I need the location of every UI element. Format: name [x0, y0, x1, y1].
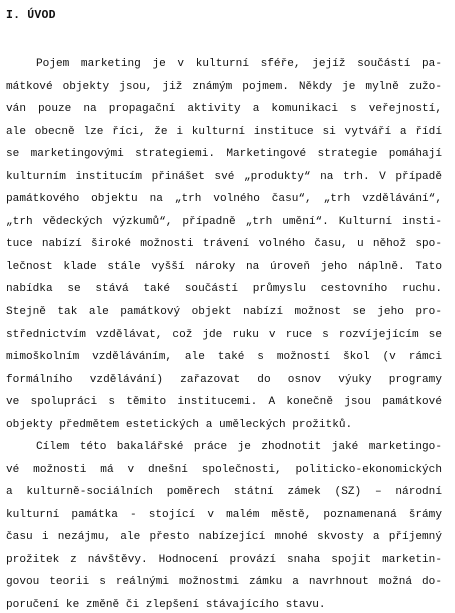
- paragraph-line: prožitek z návštěvy. Hodnocení provází snaha spojit marketin-: [6, 554, 442, 566]
- paragraph-line: lečnost klade stále vyšší nároky na úroveň jeho náplně. Tato: [6, 261, 442, 273]
- paragraph-line: ván pouze na propagační aktivity a komunikaci s veřejností,: [6, 103, 442, 115]
- paragraph-line: ale obecně lze říci, že i kulturní instituce si vytváří a řídí: [6, 126, 442, 138]
- paragraph-line: formálního vzdělávání) zařazovat do osnov výuky programy: [6, 374, 442, 386]
- paragraph-line: tuce nabízí široké možnosti trávení volného času, u něhož spo-: [6, 238, 442, 250]
- paragraph-line: nabídka se stává také součástí průmyslu cestovního ruchu.: [6, 283, 442, 295]
- paragraph-line: se marketingovými strategiemi. Marketingové strategie pomáhají: [6, 148, 442, 160]
- paragraph-line: ve spolupráci s těmito institucemi. A konečně jsou památkové: [6, 396, 442, 408]
- paragraph-line: času i nezájmu, ale přesto nabízející mnohé skvosty a příjemný: [6, 531, 442, 543]
- paragraph-line: Stejně tak ale památkový objekt nabízí možnost se jeho pro-: [6, 306, 442, 318]
- paragraph-line: památkového objektu na „trh volného času“, „trh vzdělávání“,: [6, 193, 442, 205]
- paragraph-line: mimoškolním vzděláváním, ale také s možností škol (v rámci: [6, 351, 442, 363]
- paragraph-line: objekty předmětem estetických a uměleckých prožitků.: [6, 419, 353, 431]
- paragraph-line: kulturním institucím přinášet své „produkty“ na trh. V případě: [6, 171, 442, 183]
- paragraph-line: střednictvím vzdělávat, což jde ruku v ruce s rozvíjejícím se: [6, 329, 442, 341]
- paragraph-line: vé možnosti má v dnešní společnosti, politicko-ekonomických: [6, 464, 442, 476]
- paragraph-line: mátkové objekty jsou, již známým pojmem. Někdy je mylně zužo-: [6, 81, 442, 93]
- paragraph-line: poručení ke změně či zlepšení stávajícího stavu.: [6, 599, 326, 611]
- section-heading: I. ÚVOD: [6, 9, 56, 22]
- paragraph-line: Pojem marketing je v kulturní sféře, jejíž součástí pa-: [36, 58, 442, 70]
- paragraph-line: a kulturně-sociálních poměrech státní zámek (SZ) – národní: [6, 486, 442, 498]
- paragraph-line: „trh vědeckých výzkumů“, případně „trh umění“. Kulturní insti-: [6, 216, 442, 228]
- paragraph-line: kulturní památka - stojící v malém městě, poznamenaná šrámy: [6, 509, 442, 521]
- paragraph-line: Cílem této bakalářské práce je zhodnotit jaké marketingo-: [36, 441, 442, 453]
- paragraph-line: govou teorii s reálnými možnostmi zámku a navrhnout možná do-: [6, 576, 442, 588]
